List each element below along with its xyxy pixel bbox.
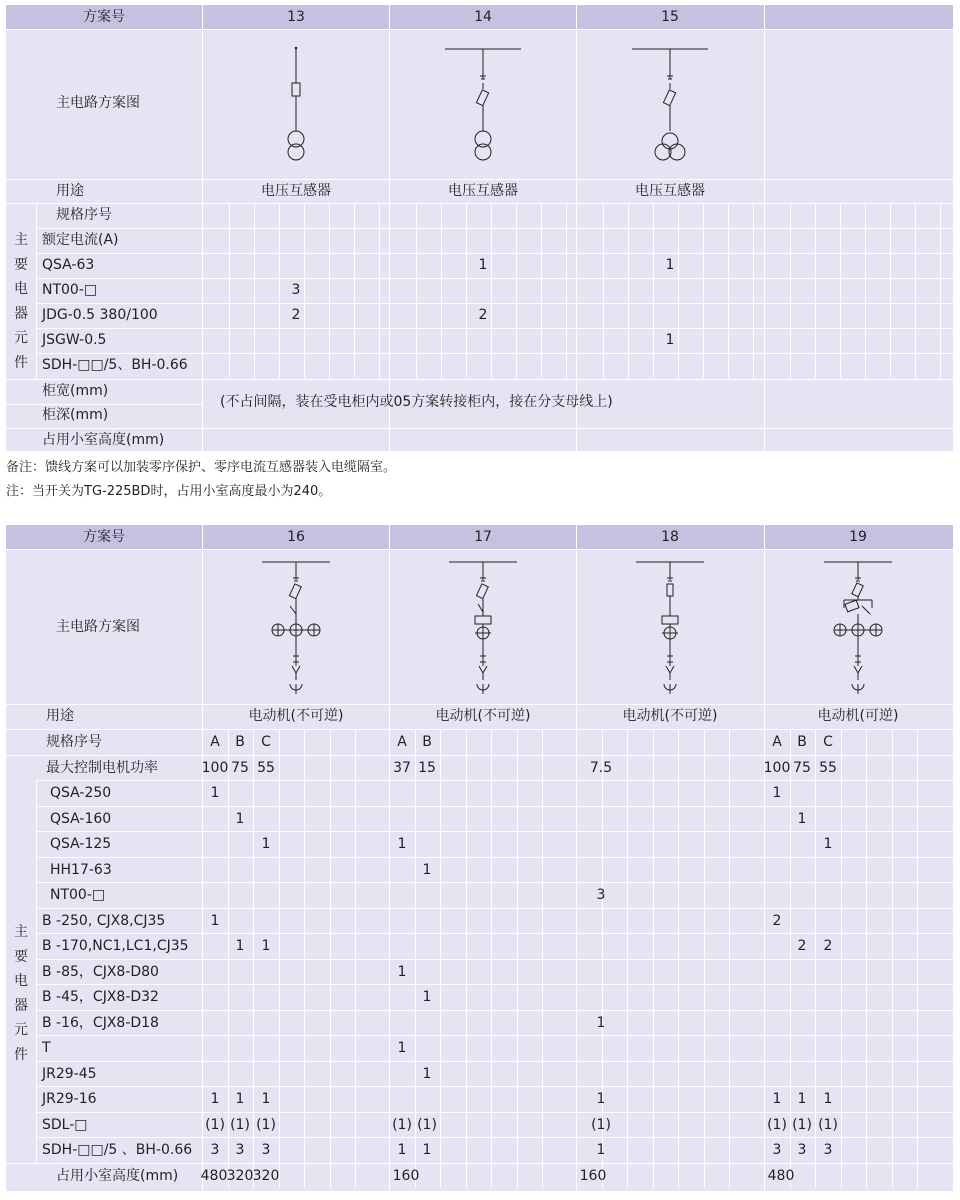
table2-usage-label: 用途 [46, 708, 74, 724]
component-row-value: (1) [417, 1117, 437, 1133]
component-row-value: 1 [235, 1091, 245, 1107]
component-row-value: 3 [210, 1142, 220, 1158]
component-row-label: 额定电流(A) [42, 232, 119, 248]
component-row-label: HH17-63 [50, 862, 112, 878]
component-row-value: 1 [397, 836, 407, 852]
table2-scheme-19: 19 [849, 529, 867, 545]
max-power-row-value: 100 [201, 760, 229, 776]
spec-row-value: A [772, 734, 782, 750]
component-row-label: SDH-□□/5、BH-0.66 [42, 357, 188, 373]
compartment-height-row-value: 160 [392, 1168, 420, 1184]
circuit-diagram-19 [818, 558, 898, 694]
spec-row-value: A [210, 734, 220, 750]
table2-usage-19: 电动机(可逆) [817, 708, 899, 724]
spec-row-value: C [823, 734, 833, 750]
component-row-value: 3 [797, 1142, 807, 1158]
component-row-value: (1) [392, 1117, 412, 1133]
scheme-table-1 [6, 5, 953, 451]
component-row-label: JDG-0.5 380/100 [42, 307, 158, 323]
max-power-row-value: 75 [793, 760, 811, 776]
compartment-height-row-value: 160 [579, 1168, 607, 1184]
table2-side-label: 主要电器元件 [14, 924, 28, 1063]
component-row-value: 3 [261, 1142, 271, 1158]
table2-usage-17: 电动机(不可逆) [435, 708, 531, 724]
component-row-label: B -250, CJX8,CJ35 [42, 913, 166, 929]
component-row-label: JR29-45 [42, 1066, 97, 1082]
component-row-value: 1 [210, 913, 220, 929]
component-row-value: 1 [596, 1015, 606, 1031]
circuit-diagram-13 [276, 43, 316, 169]
component-row-value: 1 [596, 1142, 606, 1158]
max-power-row-value: 37 [393, 760, 411, 776]
component-row-label: B -16，CJX8-D18 [42, 1015, 159, 1031]
scheme-table-2 [6, 525, 953, 1191]
component-row-value: 2 [478, 307, 488, 323]
spec-row-value: A [397, 734, 407, 750]
component-row-value: 1 [596, 1091, 606, 1107]
component-row-value: 1 [422, 1066, 432, 1082]
component-row-value: 1 [210, 1091, 220, 1107]
max-power-row-value: 55 [819, 760, 837, 776]
component-row-label: B -45，CJX8-D32 [42, 989, 159, 1005]
component-row-label: JSGW-0.5 [42, 332, 107, 348]
compartment-height-row-value: 480 [767, 1168, 795, 1184]
compartment-height-row-value: 320 [252, 1168, 280, 1184]
component-row-value: 1 [261, 938, 271, 954]
component-row-value: (1) [818, 1117, 838, 1133]
spec-row-value: B [422, 734, 432, 750]
component-row-value: 1 [823, 1091, 833, 1107]
component-row-value: 1 [235, 938, 245, 954]
component-row-label: JR29-16 [42, 1091, 97, 1107]
table1-side-label: 主要电器元件 [14, 232, 28, 371]
component-row-label: 规格序号 [56, 207, 112, 223]
component-row-label: T [42, 1040, 51, 1056]
component-row-value: (1) [256, 1117, 276, 1133]
remark-note: 备注：馈线方案可以加装零序保护、零序电流互感器装入电缆隔室。 [6, 460, 397, 475]
table1-diagram-label: 主电路方案图 [56, 95, 140, 111]
circuit-diagram-18 [630, 558, 710, 694]
component-row-value: 1 [397, 1142, 407, 1158]
component-row-label: B -85，CJX8-D80 [42, 964, 159, 980]
component-row-value: 1 [772, 785, 782, 801]
max-power-row-value: 15 [418, 760, 436, 776]
component-row-value: 3 [291, 282, 301, 298]
cabinet-width-label: 柜宽(mm) [42, 383, 109, 399]
component-row-label: SDL-□ [42, 1117, 88, 1133]
component-row-value: 1 [422, 862, 432, 878]
component-row-label: B -170,NC1,LC1,CJ35 [42, 938, 189, 954]
component-row-value: (1) [591, 1117, 611, 1133]
spec-row-label: 规格序号 [46, 734, 102, 750]
component-row-value: 1 [823, 836, 833, 852]
table1-usage-13: 电压互感器 [261, 183, 331, 199]
component-row-value: (1) [792, 1117, 812, 1133]
component-row-value: (1) [230, 1117, 250, 1133]
max-power-row-label: 最大控制电机功率 [46, 760, 158, 776]
component-row-label: QSA-160 [50, 811, 112, 827]
component-row-value: 1 [665, 332, 675, 348]
component-row-value: 3 [235, 1142, 245, 1158]
component-row-value: 2 [797, 938, 807, 954]
component-row-value: 1 [235, 811, 245, 827]
circuit-diagram-15 [630, 43, 710, 169]
max-power-row-value: 100 [763, 760, 791, 776]
table2-scheme-18: 18 [661, 529, 679, 545]
max-power-row-value: 7.5 [589, 760, 613, 776]
component-row-value: 1 [797, 811, 807, 827]
component-row-value: 1 [422, 989, 432, 1005]
table1-scheme-15: 15 [661, 9, 679, 25]
component-row-value: 1 [478, 257, 488, 273]
table1-scheme-13: 13 [287, 9, 305, 25]
table1-header-label: 方案号 [83, 9, 125, 25]
component-row-value: 1 [422, 1142, 432, 1158]
compartment-height-row-value: 320 [226, 1168, 254, 1184]
max-power-row-value: 55 [257, 760, 275, 776]
component-row-value: 3 [823, 1142, 833, 1158]
component-row-value: 2 [823, 938, 833, 954]
compartment-height-row-value: 480 [200, 1168, 228, 1184]
table2-scheme-16: 16 [287, 529, 305, 545]
table2-usage-18: 电动机(不可逆) [622, 708, 718, 724]
table1-usage-14: 电压互感器 [448, 183, 518, 199]
component-row-value: (1) [767, 1117, 787, 1133]
switch-note: 注：当开关为TG-225BD时，占用小室高度最小为240。 [6, 484, 332, 499]
table1-scheme-14: 14 [474, 9, 492, 25]
component-row-value: 1 [665, 257, 675, 273]
spec-row-value: C [261, 734, 271, 750]
circuit-diagram-14 [443, 43, 523, 169]
spec-row-value: B [235, 734, 245, 750]
cabinet-depth-label: 柜深(mm) [42, 407, 109, 423]
compartment-height-row-label: 占用小室高度(mm) [56, 1168, 179, 1184]
component-row-value: 1 [210, 785, 220, 801]
circuit-diagram-17 [443, 558, 523, 694]
component-row-value: 1 [397, 964, 407, 980]
component-row-value: 3 [596, 887, 606, 903]
component-row-value: 1 [261, 1091, 271, 1107]
table2-diagram-label: 主电路方案图 [56, 619, 140, 635]
cabinet-note: (不占间隔，装在受电柜内或05方案转接柜内，接在分支母线上) [220, 394, 613, 410]
component-row-label: SDH-□□/5 、BH-0.66 [42, 1142, 193, 1158]
table2-usage-16: 电动机(不可逆) [248, 708, 344, 724]
table1-usage-label: 用途 [56, 183, 84, 199]
component-row-value: 2 [772, 913, 782, 929]
component-row-value: 2 [291, 307, 301, 323]
table1-usage-15: 电压互感器 [635, 183, 705, 199]
component-row-label: NT00-□ [42, 282, 98, 298]
component-row-label: QSA-250 [50, 785, 112, 801]
component-row-value: 3 [772, 1142, 782, 1158]
component-row-value: 1 [397, 1040, 407, 1056]
component-row-value: 1 [261, 836, 271, 852]
compartment-height-label: 占用小室高度(mm) [42, 432, 165, 448]
table2-header-label: 方案号 [83, 529, 125, 545]
component-row-label: QSA-125 [50, 836, 112, 852]
component-row-value: 1 [797, 1091, 807, 1107]
circuit-diagram-16 [256, 558, 336, 694]
table2-scheme-17: 17 [474, 529, 492, 545]
max-power-row-value: 75 [231, 760, 249, 776]
spec-row-value: B [797, 734, 807, 750]
component-row-value: 1 [772, 1091, 782, 1107]
component-row-label: NT00-□ [50, 887, 106, 903]
component-row-value: (1) [205, 1117, 225, 1133]
component-row-label: QSA-63 [42, 257, 95, 273]
